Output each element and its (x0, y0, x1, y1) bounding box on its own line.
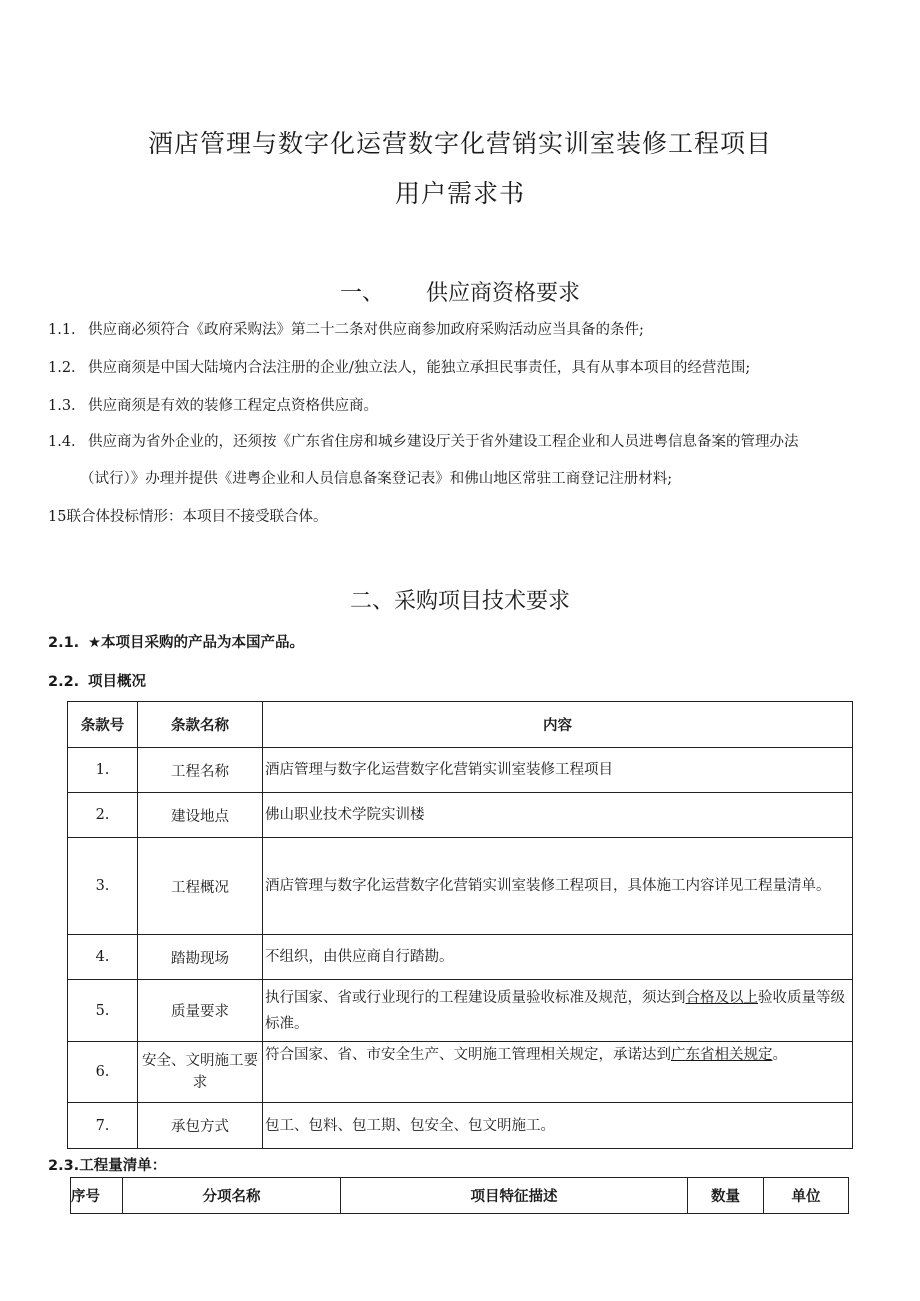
row-number: 1. (68, 748, 138, 793)
item-text: 项目概况 (88, 674, 146, 690)
item-text: 供应商须是中国大陆境内合法注册的企业/独立法人，能独立承担民事责任，具有从事本项目的经营范围; (88, 360, 751, 376)
row-name: 建设地点 (138, 793, 263, 838)
item-number: 2.2. (48, 674, 80, 690)
table-row (68, 793, 853, 838)
section1-item-5: 15联合体投标情形：本项目不接受联合体。 (48, 509, 328, 525)
quantity-list-table (70, 1177, 849, 1214)
table-header-row (71, 1178, 849, 1214)
row-content: 酒店管理与数字化运营数字化营销实训室装修工程项目 (263, 748, 853, 793)
row-content: 酒店管理与数字化运营数字化营销实训室装修工程项目，具体施工内容详见工程量清单。 (263, 838, 853, 935)
row-number: 6. (68, 1042, 138, 1103)
row-name: 承包方式 (138, 1103, 263, 1149)
table-row (68, 980, 853, 1042)
project-overview-table (67, 701, 853, 1149)
row-number: 2. (68, 793, 138, 838)
header-content: 内容 (263, 702, 853, 748)
section1-item-1 (48, 318, 644, 339)
section1-heading-num: 一、 (339, 281, 384, 306)
section1-heading-text: 供应商资格要求 (426, 281, 581, 306)
header-quantity: 数量 (688, 1178, 764, 1214)
section1-item-2 (48, 356, 750, 377)
content-part: 验收质量等级标准。 (265, 989, 845, 1032)
section1-heading (0, 276, 920, 307)
row-name: 安全、文明施工要求 (138, 1042, 263, 1103)
item-number: 1.3. (48, 398, 76, 414)
section1-item-4 (48, 430, 799, 451)
table-row (68, 748, 853, 793)
row-name: 工程概况 (138, 838, 263, 935)
row-content: 包工、包料、包工期、包安全、包文明施工。 (263, 1103, 853, 1149)
header-clause-number: 条款号 (68, 702, 138, 748)
content-part: 执行国家、省或行业现行的工程建设质量验收标准及规范，须达到 (265, 989, 686, 1006)
section2-item-2 (48, 670, 146, 691)
underlined-requirement: 合格及以上 (685, 989, 758, 1006)
section2-item-3: 2.3.工程量清单： (48, 1158, 167, 1174)
table-row (68, 1103, 853, 1149)
item-text: 供应商须是有效的装修工程定点资格供应商。 (88, 398, 378, 414)
row-number: 7. (68, 1103, 138, 1149)
content-part: 符合国家、省、市安全生产、文明施工管理相关规定，承诺达到 (265, 1047, 671, 1063)
row-name: 质量要求 (138, 980, 263, 1042)
section1-item-4-continuation: （试行）》办理并提供《进粤企业和人员信息备案登记表》和佛山地区常驻工商登记注册材料; (80, 471, 673, 487)
content-part: 。 (772, 1047, 787, 1063)
header-unit: 单位 (764, 1178, 849, 1214)
row-number: 5. (68, 980, 138, 1042)
item-text: ★本项目采购的产品为本国产品。 (88, 635, 304, 651)
document-subtitle: 用户需求书 (394, 179, 525, 208)
item-number: 1.2. (48, 360, 76, 376)
header-feature-description: 项目特征描述 (341, 1178, 688, 1214)
item-text: 供应商必须符合《政府采购法》第二十二条对供应商参加政府采购活动应当具备的条件; (88, 322, 644, 338)
header-serial-number: 序号 (71, 1178, 123, 1214)
row-content (263, 1042, 853, 1103)
table-row (68, 838, 853, 935)
table-row (68, 1042, 853, 1103)
row-number: 3. (68, 838, 138, 935)
table-header-row (68, 702, 853, 748)
item-text: 供应商为省外企业的，还须按《广东省住房和城乡建设厅关于省外建设工程企业和人员进粤信息备案的管理办法 (88, 434, 799, 450)
section1-item-3 (48, 394, 378, 415)
row-name: 踏勘现场 (138, 935, 263, 980)
section2-heading: 二、采购项目技术要求 (349, 589, 570, 614)
section2-item-1 (48, 631, 304, 652)
row-name: 工程名称 (138, 748, 263, 793)
header-clause-name: 条款名称 (138, 702, 263, 748)
item-number: 1.1. (48, 322, 76, 338)
item-number: 1.4. (48, 434, 76, 450)
item-number: 2.1. (48, 635, 80, 651)
document-title: 酒店管理与数字化运营数字化营销实训室装修工程项目 (147, 129, 772, 158)
table-row (68, 935, 853, 980)
header-item-name: 分项名称 (123, 1178, 341, 1214)
underlined-requirement: 广东省相关规定 (671, 1047, 773, 1063)
row-content: 不组织，由供应商自行踏勘。 (263, 935, 853, 980)
row-number: 4. (68, 935, 138, 980)
row-content: 佛山职业技术学院实训楼 (263, 793, 853, 838)
row-content (263, 980, 853, 1042)
